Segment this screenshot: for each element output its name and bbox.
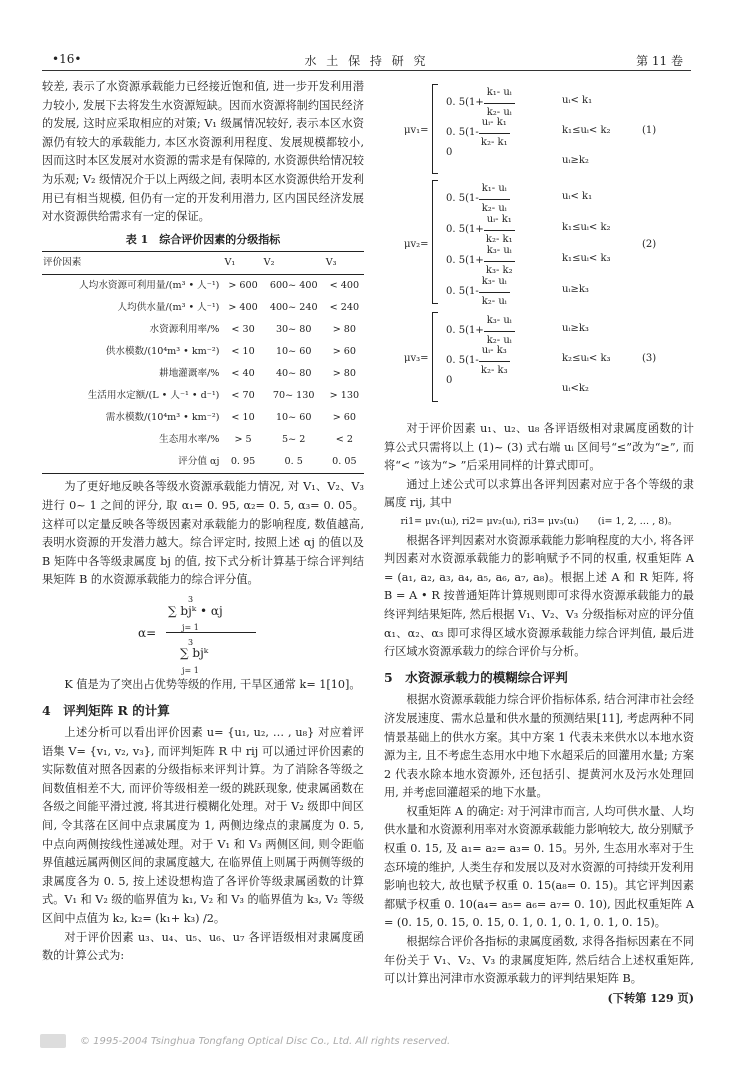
- formula-row: [442, 211, 692, 245]
- table-header-row: [42, 252, 364, 275]
- grade-value-cell: 400~ 240: [269, 302, 318, 314]
- fraction-numerator: k₁- uᵢ: [484, 84, 515, 104]
- grade-value-cell: 10~ 60: [275, 346, 312, 358]
- fraction-denominator: k₂- uᵢ: [486, 334, 512, 346]
- fraction-numerator: k₁- uᵢ: [479, 180, 510, 200]
- formula-row: [442, 114, 692, 148]
- formula-lead: 0: [446, 375, 453, 386]
- grade-value-cell: > 80: [332, 324, 357, 336]
- page-header: [42, 48, 691, 71]
- fraction-denominator: k₂- k₁: [485, 233, 513, 245]
- formula-expression: [446, 144, 452, 163]
- formula-condition: uᵢ< k₁: [562, 191, 593, 202]
- formula-condition: uᵢ≥k₂: [562, 155, 589, 166]
- right-column: [384, 78, 694, 1007]
- table-header-cell: V₁: [223, 252, 262, 275]
- paragraph: 根据综合评价各指标的隶属度函数, 求得各指标因素在不同年份关于 V₁、V₂、V₃ 的隶属度矩阵, 然后结合上述权重矩阵, 可以计算出河津市水资源承载力的评判结果矩阵 B。: [384, 935, 694, 986]
- paragraph: 权重矩阵 A 的确定: 对于河津市而言, 人均可供水量、人均供水量和水资源利用率对水资源承载能力影响较大, 故分别赋予权重 0. 15, 及 a₁= a₂= a₃= 0. 15。另外, 生态用水率对于生态环境的维护, 人类生存和发展以及对水资源的可持续开发利用影响也较大, 故也赋予权重 0. 15(a₈= 0. 15)。其它评判因素都赋予权重 0. 10(a₄= a₅= a₆= a₇= 0. 10), 因此权重矩阵 A = (0. 15, 0. 15, 0. 15, 0. 1, 0. 1, 0. 1, 0. 1, 0. 15)。: [384, 804, 694, 930]
- grade-value-cell: > 400: [228, 302, 258, 314]
- grade-value-cell: 0. 5: [284, 456, 303, 468]
- volume-label: 第 11 卷: [636, 54, 683, 68]
- formula-numerator: ∑ bjᵏ • αj: [168, 603, 223, 618]
- sum-top: 3: [188, 637, 194, 647]
- formula-lead: 0. 5(1-: [446, 126, 479, 138]
- table-row: [42, 275, 364, 298]
- grade-value-cell: 70~ 130: [272, 390, 315, 402]
- table-row: [42, 341, 364, 363]
- formula-condition: uᵢ< k₁: [562, 95, 593, 106]
- fraction: [479, 273, 510, 311]
- table-header-cell: V₃: [325, 252, 364, 275]
- fraction-bar: [166, 632, 256, 633]
- membership-formulas: [384, 78, 694, 420]
- table-body: [42, 275, 364, 474]
- factor-name-cell: 人均水资源可利用量/(m³ • 人⁻¹): [79, 280, 220, 292]
- fraction-denominator: k₃- k₂: [485, 264, 513, 276]
- grade-value-cell: 40~ 80: [275, 368, 312, 380]
- formula-block-3: [384, 312, 694, 402]
- fraction-denominator: k₂- k₁: [480, 136, 508, 148]
- left-column: [42, 78, 364, 966]
- formula-row: [442, 342, 692, 376]
- copyright-footer: © 1995-2004 Tsinghua Tongfang Optical Disc Co., Ltd. All rights reserved.: [80, 1036, 451, 1047]
- formula-condition: uᵢ≥k₃: [562, 323, 589, 334]
- formula-expression: [446, 372, 452, 391]
- fraction-denominator: k₂- uᵢ: [486, 106, 512, 118]
- formula-lead: 0. 5(1+: [446, 324, 484, 336]
- table-row: [42, 319, 364, 341]
- grade-value-cell: < 70: [231, 390, 255, 402]
- factor-name-cell: 评分值 αj: [178, 456, 220, 468]
- table-row: [42, 451, 364, 474]
- paragraph: 根据各评判因素对水资源承载能力影响程度的大小, 将各评判因素对水资源承载能力的影响赋予不同的权重, 权重矩阵 A = (a₁, a₂, a₃, a₄, a₅, a₆, a₇, a₈)。根据上述 A 和 R 矩阵, 将 B = A • R 按普通矩阵计算规则即可求得水资源承载能力的最终评判结果矩阵, 然后根据 V₁、V₂、V₃ 分级指标对应的评分值 α₁、α₂、α₃ 即可求得区域水资源承载能力综合评判值, 最后进行区域水资源承载力的综合评价与分析。: [384, 533, 694, 659]
- formula-row: [442, 242, 692, 276]
- formula-lead: 0. 5(1+: [446, 223, 484, 235]
- formula-row: [442, 180, 692, 214]
- table-row: [42, 385, 364, 407]
- formula-lead: 0. 5(1-: [446, 285, 479, 297]
- grading-table: [42, 251, 364, 474]
- grade-value-cell: > 80: [332, 368, 357, 380]
- formula-condition: uᵢ<k₂: [562, 383, 589, 394]
- equation-number: (3): [642, 353, 657, 364]
- formula-row: [442, 144, 692, 174]
- fraction-numerator: uᵢ- k₁: [484, 211, 515, 231]
- factor-name-cell: 耕地灌溉率/%: [159, 368, 220, 380]
- paragraph: 对于评价因素 u₃、u₄、u₅、u₆、u₇ 各评语级相对隶属度函数的计算公式为:: [42, 930, 364, 963]
- paragraph: 较差, 表示了水资源承载能力已经接近饱和值, 进一步开发利用潜力较小, 发展下去将发生水资源短缺。因而水资源将制约国民经济的发展, 这时应采取相应的对策; V₁ 级属情况较好, 表示本区水资源仍有较大的承载能力, 本区水资源利用程度、发展规模都较小, 因而这时本区发展对水资源的需求是有保障的, 水资源供给情况较为乐观; V₂ 级情况介于以上两级之间, 表明本区水资源供给开发利用已有相当规模, 但仍有一定的开发利用潜力, 区内国民经济发展对水资源供给需求有一定的保证。: [42, 80, 364, 224]
- factor-name-cell: 供水模数/(10⁴m³ • km⁻²): [105, 346, 220, 358]
- formula-row: [442, 312, 692, 346]
- factor-name-cell: 需水模数/(10⁴m³ • km⁻²): [105, 412, 220, 424]
- table-row: [42, 429, 364, 451]
- sum-index: j= 1: [182, 622, 199, 632]
- grade-value-cell: 30~ 80: [275, 324, 312, 336]
- formula-condition: k₁≤uᵢ< k₂: [562, 125, 611, 136]
- table-row: [42, 407, 364, 429]
- equation-number: (1): [642, 125, 657, 136]
- factor-name-cell: 生态用水率/%: [159, 434, 220, 446]
- table-header-cell: 评价因素: [42, 252, 223, 275]
- section-heading: 4 评判矩阵 R 的计算: [42, 702, 170, 718]
- grade-value-cell: > 130: [329, 390, 360, 402]
- grade-value-cell: < 400: [329, 280, 360, 292]
- formula-condition: uᵢ≥k₃: [562, 284, 589, 295]
- paragraph: K 值是为了突出占优势等级的作用, 干旱区通常 k= 1[10]。: [64, 677, 361, 691]
- formula-condition: k₁≤uᵢ< k₂: [562, 222, 611, 233]
- brace: [432, 312, 438, 402]
- formula-row: [442, 273, 692, 307]
- paragraph: 对于评价因素 u₁、u₂、u₈ 各评语级相对隶属度函数的计算公式只需将以上 (1)~ (3) 式右端 uᵢ 区间号“≤”改为“≥”, 而将“< ”该为“> ”后采用同样的计算式即可。: [384, 422, 694, 473]
- formula-lead: 0. 5(1+: [446, 254, 484, 266]
- score-formula: [42, 590, 364, 676]
- journal-title: 水 土 保 持 研 究: [304, 54, 429, 68]
- grade-value-cell: 0. 95: [230, 456, 256, 468]
- publisher-logo: [40, 1034, 66, 1048]
- formula-denominator: ∑ bjᵏ: [180, 645, 209, 660]
- formula-label: μv₁=: [404, 125, 429, 136]
- grade-value-cell: 0. 05: [332, 456, 357, 468]
- grade-value-cell: > 60: [332, 346, 357, 358]
- table-row: [42, 297, 364, 319]
- formula-condition: k₂≤uᵢ< k₃: [562, 353, 611, 364]
- formula-lead: 0. 5(1+: [446, 96, 484, 108]
- fraction-numerator: uᵢ- k₁: [479, 114, 510, 134]
- formula-block-1: [384, 84, 694, 174]
- grade-value-cell: < 2: [335, 434, 353, 446]
- grade-value-cell: > 60: [332, 412, 357, 424]
- fraction-denominator: k₂- uᵢ: [481, 202, 507, 214]
- paragraph: 通过上述公式可以求算出各评判因素对应于各个等级的隶属度 rij, 其中: [384, 477, 694, 510]
- formula-lead: 0. 5(1-: [446, 192, 479, 204]
- grade-value-cell: > 5: [234, 434, 252, 446]
- brace: [432, 84, 438, 174]
- formula-label: μv₂=: [404, 239, 429, 250]
- table-row: [42, 363, 364, 385]
- page-number: •16•: [52, 52, 82, 66]
- section-heading: 5 水资源承载力的模糊综合评判: [384, 669, 568, 685]
- paragraph: 根据水资源承载能力综合评价指标体系, 结合河津市社会经济发展速度、需水总量和供水量的预测结果[11], 考虑两种不同情景基础上的供水方案。其中方案 1 代表未来供水以本地水资源为主, 且不考虑生态用水中地下水超采后的回灌用水量; 方案 2 代表水除本地水资源外, 还包括引、提黄河水及污水处理回用, 并考虑回灌超采的地下水量。: [384, 693, 694, 800]
- factor-name-cell: 人均供水量/(m³ • 人⁻¹): [117, 302, 220, 314]
- table-caption: 表 1 综合评价因素的分级指标: [125, 232, 281, 246]
- grade-value-cell: > 600: [228, 280, 258, 292]
- formula-lhs: α=: [138, 625, 157, 640]
- continued-note: (下转第 129 页): [607, 990, 694, 1005]
- equation-line: ri1= μv₁(uᵢ), ri2= μv₂(uᵢ), ri3= μv₃(uᵢ) (i= 1, 2, … , 8)。: [400, 515, 678, 527]
- grade-value-cell: < 10: [231, 346, 255, 358]
- grade-value-cell: < 10: [231, 412, 255, 424]
- brace: [432, 180, 438, 304]
- paragraph: 上述分析可以看出评价因素 u= {u₁, u₂, … , u₈} 对应着评语集 V= {v₁, v₂, v₃}, 而评判矩阵 R 中 rij 可以通过评价因素的实际数值对照各因素的分级指标来评判计算。为了消除各等级之间数值相差不大, 而评价等级相差一级的跳跃现象, 使隶属函数在各级之间能平滑过渡, 将其进行模糊化处理。对于 V₂ 级即中间区间, 令其落在区间中点隶属度为 1, 两侧边缘点的隶属度为 0. 5, 中点向两侧按线性递减处理。对于 V₁ 和 V₃ 两侧区间, 则令距临界值越远属两侧区间的隶属度越大, 在临界值上则属于两侧等级的隶属度各为 0. 5, 按上述设想构造了各评价等级隶属函数的计算式。V₁ 和 V₂ 级的临界值为 k₁, V₂ 和 V₃ 的临界值为 k₃, V₂ 等级区间中点值为 k₂, k₂= (k₁+ k₃) /2。: [42, 726, 364, 926]
- formula-lead: 0: [446, 147, 453, 158]
- fraction-denominator: k₂- k₃: [480, 364, 508, 376]
- fraction-denominator: k₂- uᵢ: [481, 295, 507, 307]
- formula-condition: k₁≤uᵢ< k₃: [562, 253, 611, 264]
- grade-value-cell: 5~ 2: [282, 434, 306, 446]
- grade-value-cell: 600~ 400: [269, 280, 318, 292]
- grade-value-cell: < 240: [329, 302, 360, 314]
- paragraph: 为了更好地反映各等级水资源承载能力情况, 对 V₁、V₂、V₃ 进行 0~ 1 之间的评分, 取 α₁= 0. 95, α₂= 0. 5, α₃= 0. 05。这样可以定量反映各等级因素对承载能力的影响程度, 数值越高, 表明水资源的开发潜力越大。综合评定时, 按照上述 αj 的值以及 B 矩阵中各等级隶属度 bj 的值, 按下式分析计算基于综合评判结果矩阵 B 的水资源承载能力的综合评分值。: [42, 480, 364, 587]
- factor-name-cell: 生活用水定额/(L • 人⁻¹ • d⁻¹): [87, 390, 220, 402]
- grade-value-cell: < 40: [231, 368, 255, 380]
- grade-value-cell: < 30: [231, 324, 255, 336]
- fraction-numerator: k₃- uᵢ: [484, 312, 515, 332]
- equation-number: (2): [642, 239, 657, 250]
- fraction-numerator: uᵢ- k₃: [479, 342, 510, 362]
- formula-row: [442, 372, 692, 402]
- formula-block-2: [384, 180, 694, 307]
- formula-expression: [446, 273, 510, 311]
- factor-name-cell: 水资源利用率/%: [149, 324, 220, 336]
- table-header-cell: V₂: [263, 252, 325, 275]
- sum-top: 3: [188, 594, 194, 604]
- formula-lead: 0. 5(1-: [446, 354, 479, 366]
- formula-label: μv₃=: [404, 353, 429, 364]
- fraction-numerator: k₃- uᵢ: [484, 242, 515, 262]
- fraction-numerator: k₃- uᵢ: [479, 273, 510, 293]
- grade-value-cell: 10~ 60: [275, 412, 312, 424]
- sum-index: j= 1: [182, 665, 199, 675]
- formula-row: [442, 84, 692, 118]
